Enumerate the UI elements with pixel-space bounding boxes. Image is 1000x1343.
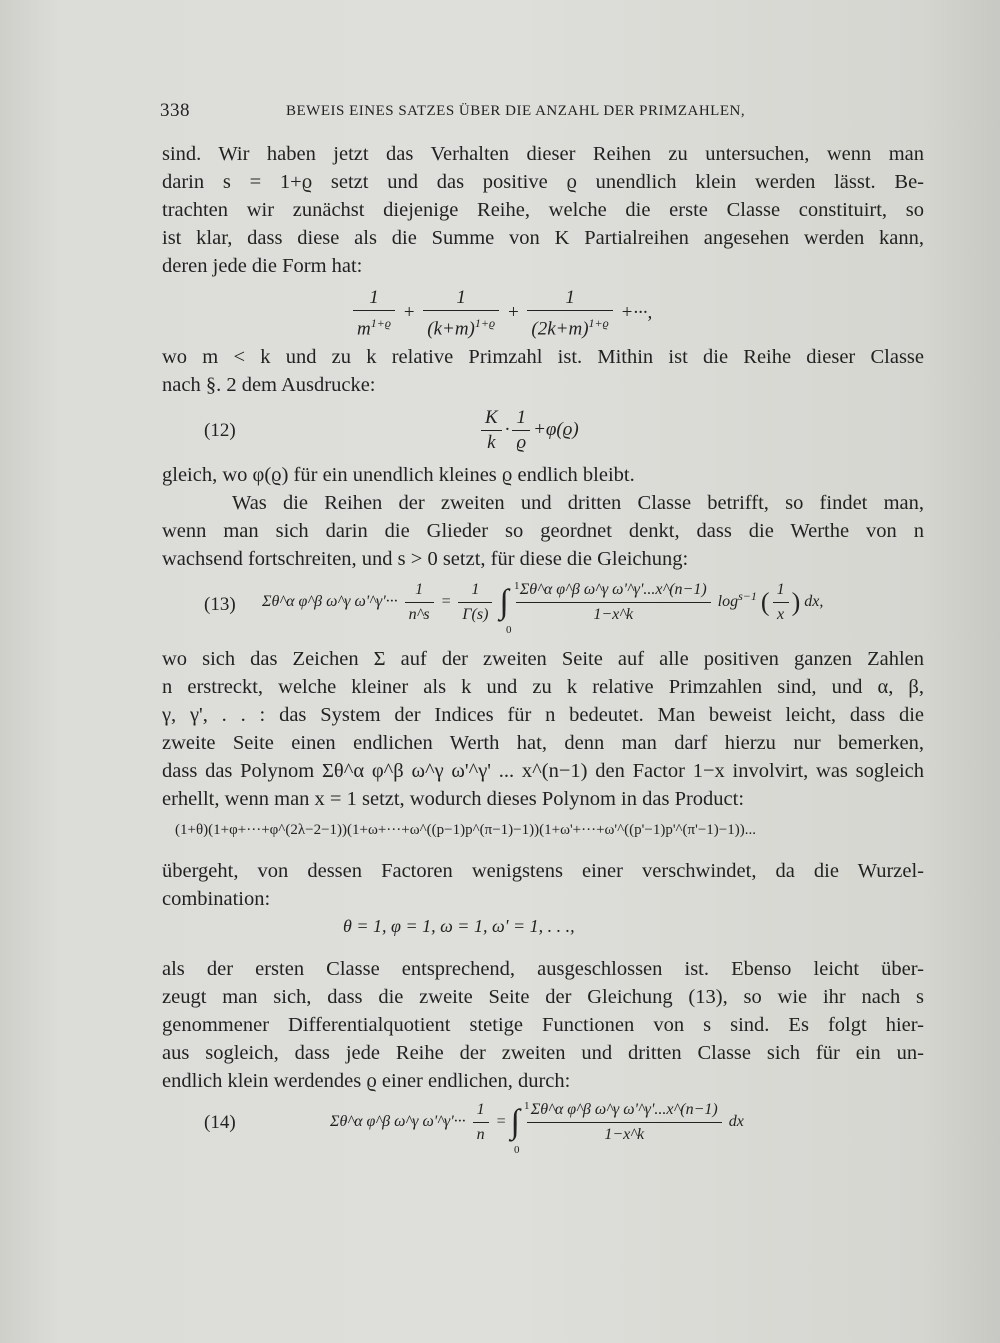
text-line: genommener Differentialquotient stetige Functionen von s sind. Es folgt hier- bbox=[162, 1014, 924, 1036]
integral-upper-limit: 1 bbox=[514, 580, 520, 592]
equation-number-14: (14) bbox=[204, 1112, 236, 1133]
text-line: darin s = 1+ϱ setzt und das positive ϱ unendlich klein werden lässt. Be- bbox=[162, 171, 924, 193]
text-line: wo sich das Zeichen Σ auf der zweiten Seite auf alle positiven ganzen Zahlen bbox=[162, 648, 924, 670]
integral-upper-limit: 1 bbox=[524, 1100, 530, 1112]
integral-lower-limit: 0 bbox=[506, 624, 512, 636]
text-line: sind. Wir haben jetzt das Verhalten dieser Reihen zu untersuchen, wenn man bbox=[162, 143, 924, 165]
equation-number-12: (12) bbox=[204, 420, 236, 441]
text-line: γ, γ', . . : das System der Indices für n bedeutet. Man beweist leicht, dass die bbox=[162, 704, 924, 726]
page-number: 338 bbox=[160, 100, 190, 121]
text-line: zweite Seite einen endlichen Werth hat, denn man darf hierzu nur bemerken, bbox=[162, 732, 924, 754]
text-line: wo m < k und zu k relative Primzahl ist. Mithin ist die Reihe dieser Classe bbox=[162, 346, 924, 368]
text-line: trachten wir zunächst diejenige Reihe, welche die erste Classe constituirt, so bbox=[162, 199, 924, 221]
running-header bbox=[160, 100, 930, 124]
text-line: gleich, wo φ(ϱ) für ein unendlich kleines ϱ endlich bleibt. bbox=[162, 464, 635, 486]
text-line: nach §. 2 dem Ausdrucke: bbox=[162, 374, 376, 396]
formula-series: $\frac{1}{m^{1+ϱ}}$ + $\frac{1}{(k+m)^{1+ϱ}}$ + $\frac{1}{(2k+m)^{1+ϱ}}$ +···, bbox=[350, 286, 652, 341]
text-line: übergeht, von dessen Factoren wenigstens einer verschwindet, da die Wurzel- bbox=[162, 860, 924, 882]
text-line: deren jede die Form hat: bbox=[162, 255, 363, 277]
text-line: endlich klein werdendes ϱ einer endlichen, durch: bbox=[162, 1070, 571, 1092]
text-line: wachsend fortschreiten, und s > 0 setzt, für diese die Gleichung: bbox=[162, 548, 689, 570]
text-line: zeugt man sich, dass die zweite Seite der Gleichung (13), so wie ihr nach s bbox=[162, 986, 924, 1008]
equation-13: Σθ^α φ^β ω^γ ω'^γ'··· $\frac{1}{n\^{}s}$ = $\frac{1}{\Gamma(s)}$ ∫ $\frac{\text{Σθ\textasciicircum{}α φ\textasciicircum{}β ω\textasciicircum{}γ ω'\textasciicircum{}γ'...x\textasciicircum{}(n−1)}}{1-x\^{}k}$ $\log^{s-1}$ ( $\frac{1}{x}$ ) dx, bbox=[262, 578, 823, 627]
text-line: als der ersten Classe entsprechend, ausgeschlossen ist. Ebenso leicht über- bbox=[162, 958, 924, 980]
integral-lower-limit: 0 bbox=[514, 1144, 520, 1156]
text-line: n erstreckt, welche kleiner als k und zu k relative Primzahlen sind, und α, β, bbox=[162, 676, 924, 698]
equation-14: Σθ^α φ^β ω^γ ω'^γ'··· $\frac{1}{n}$ = ∫ $\frac{\text{Σθ\textasciicircum{}α φ\textasciicircum{}β ω\textasciicircum{}γ ω'\textasciicircum{}γ'...x\textasciicircum{}(n−1)}}{1-x\^{}k}$ dx bbox=[330, 1098, 744, 1147]
text-line: ist klar, dass diese als die Summe von K Partialreihen angesehen werden kann, bbox=[162, 227, 924, 249]
product-formula: (1+θ)(1+φ+···+φ^(2λ−2−1))(1+ω+···+ω^((p−1)p^(π−1)−1))(1+ω'+···+ω'^((p'−1)p'^(π'−1)−1))... bbox=[175, 822, 756, 838]
text-line: Was die Reihen der zweiten und dritten Classe betrifft, so findet man, bbox=[232, 492, 924, 514]
root-combination: θ = 1, φ = 1, ω = 1, ω' = 1, . . ., bbox=[343, 916, 575, 936]
text-line: wenn man sich darin die Glieder so geordnet denkt, dass die Werthe von n bbox=[162, 520, 924, 542]
text-line: erhellt, wenn man x = 1 setzt, wodurch dieses Polynom in das Product: bbox=[162, 788, 745, 810]
equation-number-13: (13) bbox=[204, 594, 236, 615]
text-line: dass das Polynom Σθ^α φ^β ω^γ ω'^γ' ... x^(n−1) den Factor 1−x involvirt, was sogleich bbox=[162, 760, 924, 782]
text-line: combination: bbox=[162, 888, 271, 910]
running-head-title: BEWEIS EINES SATZES ÜBER DIE ANZAHL DER PRIMZAHLEN, bbox=[286, 103, 746, 119]
text-line: aus sogleich, dass jede Reihe der zweiten und dritten Classe sich für ein un- bbox=[162, 1042, 924, 1064]
equation-12: $\frac{K}{k}$ · $\frac{1}{ϱ}$ +φ(ϱ) bbox=[478, 406, 579, 455]
